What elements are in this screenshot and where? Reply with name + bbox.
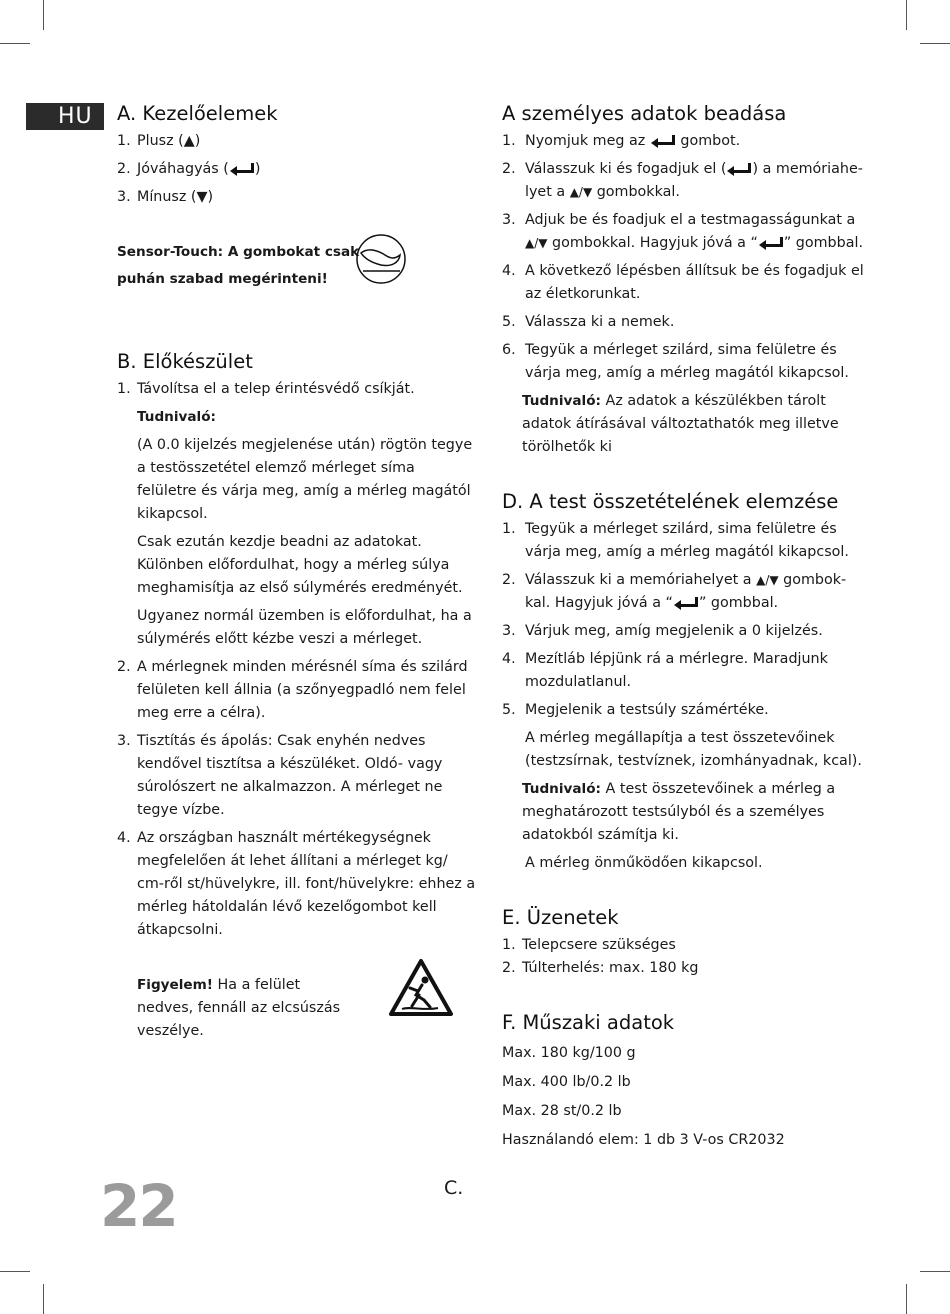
list-item: 6. Tegyük a mérleget szilárd, sima felületre és várja meg, amíg a mérleg magától kikapcsol. xyxy=(502,342,849,381)
personal-data-heading: A személyes adatok beadása xyxy=(502,102,787,125)
note-paragraph: (A 0.0 kijelzés megjelenése után) rögtön tegye a testösszetétel elemző mérleget síma felületre és várja meg, amíg a mérleg magától kikapcsol. xyxy=(137,437,473,522)
left-column xyxy=(117,101,477,1043)
list-item: 1. Távolítsa el a telep érintésvédő csíkját. xyxy=(117,381,415,397)
up-down-arrows-icon: ▲/▼ xyxy=(525,236,548,250)
spec-line: Használandó elem: 1 db 3 V-os CR2032 xyxy=(502,1132,785,1148)
list-item: 2. Válasszuk ki a memóriahelyet a ▲/▼ gombok-kal. Hagyjuk jóvá a “ ” gombbal. xyxy=(502,572,847,611)
section-d-heading: D. A test összetételének elemzése xyxy=(502,490,839,513)
page-number: 22 xyxy=(100,1172,177,1240)
crop-mark xyxy=(920,1271,950,1272)
warning-note: Figyelem! Ha a felület nedves, fennáll az elcsúszás veszélye. xyxy=(137,977,341,1039)
list-item: 2. Válasszuk ki és fogadjuk el ( ) a memóriahe-lyet a ▲/▼ gombokkal. xyxy=(502,161,863,200)
spec-line: Max. 28 st/0.2 lb xyxy=(502,1103,622,1119)
section-b-heading: B. Előkészület xyxy=(117,350,253,373)
spec-line: Max. 400 lb/0.2 lb xyxy=(502,1074,631,1090)
list-item: 1. Telepcsere szükséges xyxy=(502,937,676,953)
footer-mark: C. xyxy=(444,1177,464,1199)
language-code: HU xyxy=(58,104,93,129)
list-item: 4. A következő lépésben állítsuk be és fogadjuk el az életkorunkat. xyxy=(502,263,864,302)
touch-icon xyxy=(355,233,407,285)
note-paragraph: Csak ezután kezdje beadni az adatokat. Különben előfordulhat, hogy a mérleg súlya meghamisítja az első súlymérés eredményét. xyxy=(137,534,463,596)
list-item: 3. Várjuk meg, amíg megjelenik a 0 kijelzés. xyxy=(502,623,823,639)
list-item: 2. A mérlegnek minden mérésnél síma és szilárd felületen kell állnia (a szőnyegpadló nem felel meg erre a célra). xyxy=(117,659,468,721)
list-item: 1. Nyomjuk meg az gombot. xyxy=(502,133,741,149)
up-down-arrows-icon: ▲/▼ xyxy=(569,185,593,199)
sensor-touch-note: Sensor-Touch: A gombokat csak puhán szabad megérinteni! xyxy=(117,244,360,287)
list-item: 3. Adjuk be és foadjuk el a testmagasságunkat a ▲/▼ gombokkal. Hagyjuk jóvá a “ ” gombbal. xyxy=(502,212,863,251)
slippery-floor-warning-icon xyxy=(388,958,454,1018)
crop-mark xyxy=(906,0,907,30)
list-item: 3. Mínusz (▼) xyxy=(117,189,214,205)
paragraph: A mérleg önműködően kikapcsol. xyxy=(525,855,763,871)
enter-icon xyxy=(650,134,676,148)
section-e-heading: E. Üzenetek xyxy=(502,906,619,929)
list-item: 2. Túlterhelés: max. 180 kg xyxy=(502,960,699,976)
crop-mark xyxy=(0,1271,30,1272)
crop-mark xyxy=(43,1284,44,1314)
crop-mark xyxy=(920,43,950,44)
crop-mark xyxy=(43,0,44,30)
up-down-arrows-icon: ▲/▼ xyxy=(756,573,779,587)
note: Tudnivaló: A test összetevőinek a mérleg a meghatározott testsúlyból és a személyes adatokból számítja ki. xyxy=(522,781,836,843)
enter-icon xyxy=(673,596,699,610)
note: Tudnivaló: Az adatok a készülékben tárolt adatok átírásával változtathatók meg illetve törölhetők ki xyxy=(522,393,839,455)
note-paragraph: Ugyanez normál üzemben is előfordulhat, ha a súlymérés előtt kézbe veszi a mérleget. xyxy=(137,608,472,647)
crop-mark xyxy=(0,43,30,44)
section-a-heading: A. Kezelőelemek xyxy=(117,102,278,125)
enter-icon xyxy=(726,162,752,176)
list-item: 4. Mezítláb lépjünk rá a mérlegre. Maradjunk mozdulatlanul. xyxy=(502,651,828,690)
list-item: 5. Megjelenik a testsúly számértéke. xyxy=(502,702,769,718)
list-item: 2. Jóváhagyás ( ) xyxy=(117,161,261,177)
list-item: 3. Tisztítás és ápolás: Csak enyhén nedves kendővel tisztítsa a készüléket. Oldó- vagy súrolószert ne alkalmazzon. A mérleget ne tegye vízbe. xyxy=(117,733,443,818)
paragraph: A mérleg megállapítja a test összetevőinek (testzsírnak, testvíznek, izomhányadnak, kcal). xyxy=(525,730,862,769)
language-tab xyxy=(26,103,104,130)
enter-icon xyxy=(229,162,255,176)
spec-line: Max. 180 kg/100 g xyxy=(502,1045,636,1061)
right-column xyxy=(502,101,867,1155)
note-label: Tudnivaló: xyxy=(137,409,216,425)
list-item: 1. Tegyük a mérleget szilárd, sima felületre és várja meg, amíg a mérleg magától kikapcsol. xyxy=(502,521,849,560)
enter-icon xyxy=(758,236,784,250)
list-item: 5. Válassza ki a nemek. xyxy=(502,314,675,330)
list-item: 1. Plusz (▲) xyxy=(117,133,201,149)
section-f-heading: F. Műszaki adatok xyxy=(502,1011,675,1034)
crop-mark xyxy=(906,1284,907,1314)
list-item: 4. Az országban használt mértékegységnek megfelelően át lehet állítani a mérleget kg/ cm-ről st/hüvelykre, ill. font/hüvelykre: ehhez a mérleg hátoldalán lévő kezelőgombot kell átkapcsolni. xyxy=(117,830,476,938)
